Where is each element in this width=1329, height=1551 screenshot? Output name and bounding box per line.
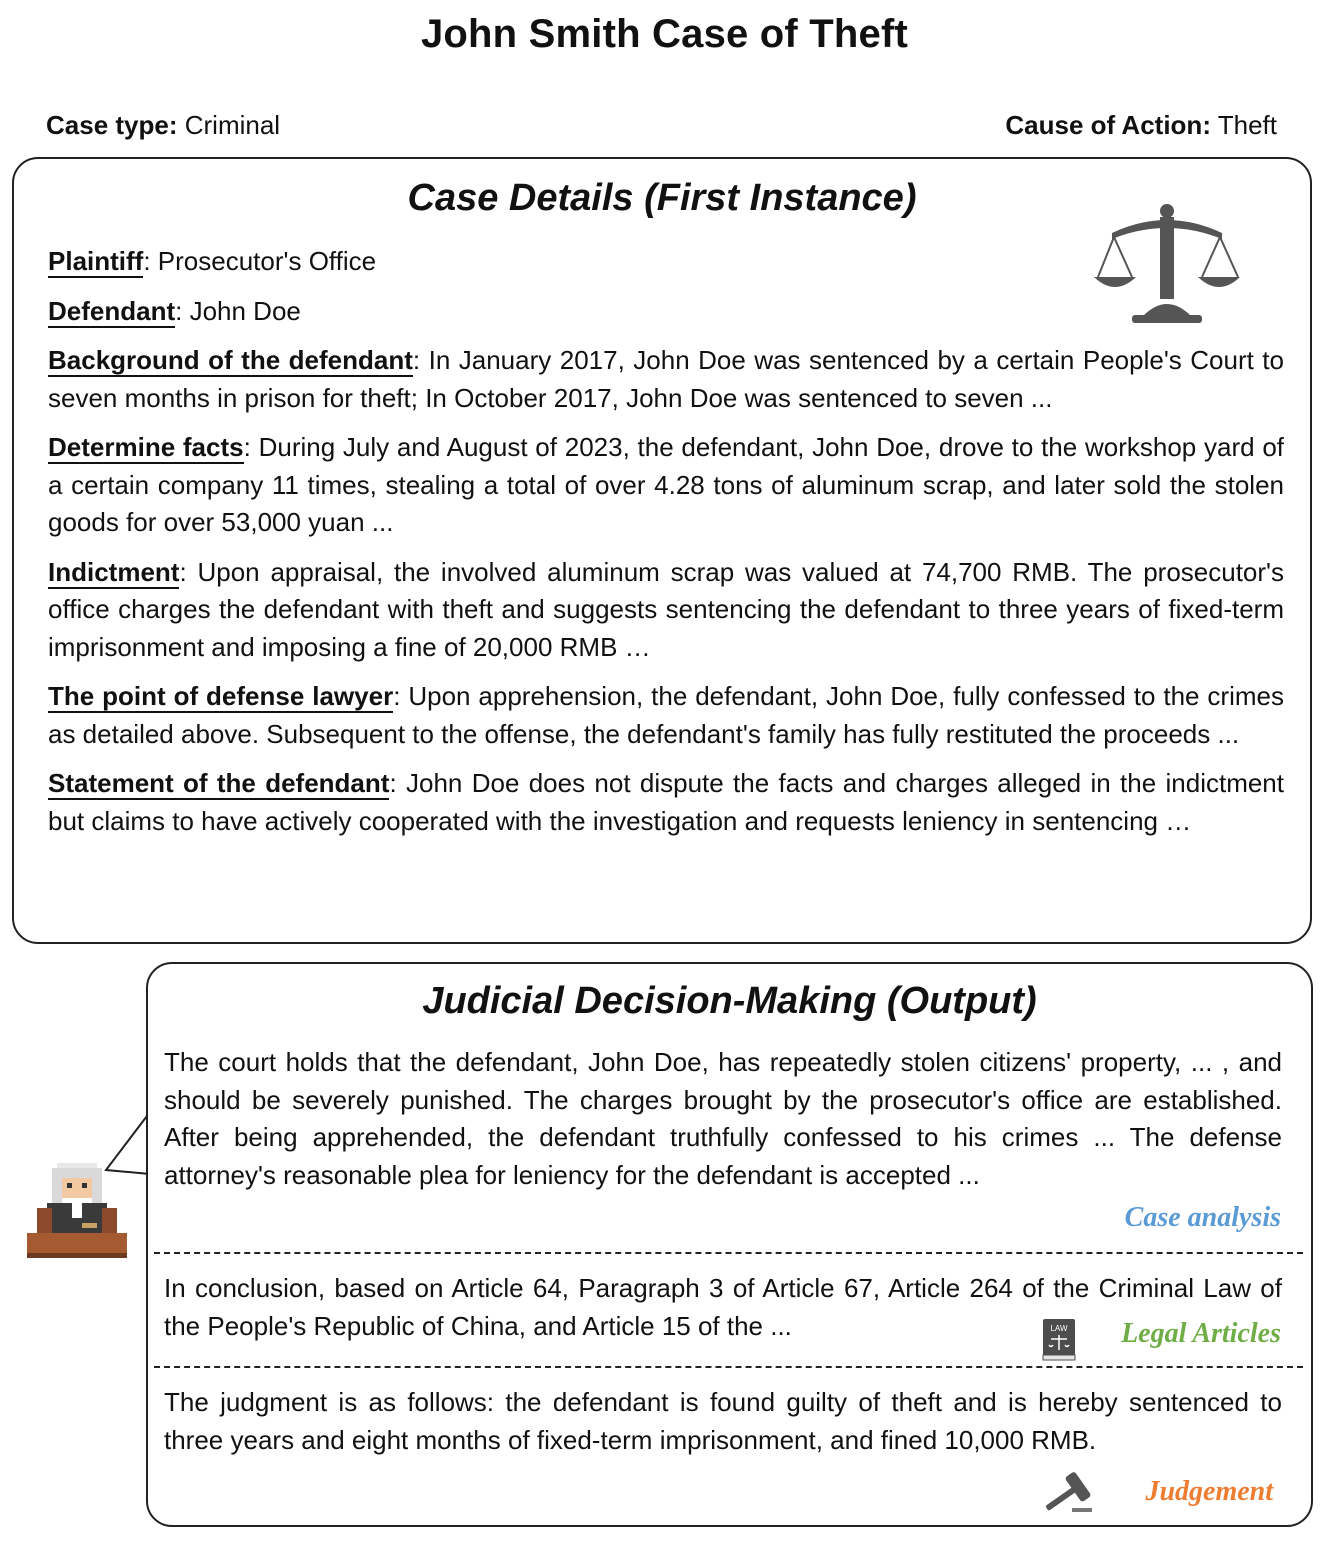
field-text: Upon apprehension, the defendant, John Doe, fully confessed to the crimes as detailed above. Subsequent to the offense, the defendant's family has fully restituted the proceeds ... [48,681,1284,749]
field-label: Background of the defendant [48,345,413,375]
field-determine-facts: Determine facts: During July and August of 2023, the defendant, John Doe, drove to the workshop yard of a certain company 11 times, stealing a total of over 4.28 tons of aluminum scrap, and later sold the stolen goods for over 53,000 yuan ... [48,432,1285,537]
case-analysis-text: The court holds that the defendant, John Doe, has repeatedly stolen citizens' property, ... , and should be severely punished. The charges brought by the prosecutor's office are established. After being apprehended, the defendant truthfully confessed to his crimes ... The defense attorney's reasonable plea for leniency for the defendant is accepted ... [164,1047,1282,1190]
field-defendant: Defendant: John Doe [48,295,301,326]
judgement-text: The judgment is as follows: the defendant is found guilty of theft and is hereby sentenced to three years and eight months of fixed-term imprisonment, and fined 10,000 RMB. [164,1387,1282,1455]
law-book-icon [1040,1317,1080,1363]
legal-articles-tag: Legal Articles [1121,1318,1281,1349]
field-text: During July and August of 2023, the defendant, John Doe, drove to the workshop yard of a certain company 11 times, stealing a total of over 4.28 tons of aluminum scrap, and later sold the stolen goods for over 53,000 yuan ... [48,432,1285,537]
case-type-value: Criminal [184,110,281,140]
judicial-decision-panel [146,962,1313,1527]
field-defendant-statement: Statement of the defendant: John Doe does not dispute the facts and charges alleged in the indictment but claims to have actively cooperated with the investigation and requests leniency in sentencing … [48,768,1284,836]
field-label: The point of defense lawyer [48,681,394,711]
field-label: Determine facts [48,432,244,462]
gavel-icon [1038,1472,1094,1516]
field-label: Statement of the defendant [48,768,390,798]
case-fields [48,243,1284,852]
field-background: Background of the defendant: In January 2017, John Doe was sentenced by a certain People's Court to seven months in prison for theft; In October 2017, John Doe was sentenced to seven ... [48,345,1284,413]
case-details-panel [12,157,1312,944]
cause-of-action-label: Cause of Action: [1005,110,1211,140]
field-text: In January 2017, John Doe was sentenced by a certain People's Court to seven months in prison for theft; In October 2017, John Doe was sentenced to seven ... [48,345,1284,413]
cause-of-action [1005,110,1277,141]
case-type [46,110,280,141]
field-label: Indictment [48,556,180,587]
divider [154,1252,1303,1254]
field-text: Prosecutor's Office [157,246,377,276]
field-text: John Doe [189,295,301,326]
divider [154,1366,1303,1368]
law-book-label: LAW [1050,1324,1068,1333]
field-indictment: Indictment: Upon appraisal, the involved aluminum scrap was valued at 74,700 RMB. The prosecutor's office charges the defendant with theft and suggests sentencing the defendant to three years of fixed-term imprisonment and imposing a fine of 20,000 RMB … [48,556,1285,662]
case-analysis-tag: Case analysis [1124,1202,1281,1233]
case-type-label: Case type: [46,110,178,140]
page-title: John Smith Case of Theft [420,12,909,56]
judgement-tag: Judgement [1145,1476,1273,1507]
field-defense-lawyer: The point of defense lawyer: Upon apprehension, the defendant, John Doe, fully confessed to the crimes as detailed above. Subsequent to the offense, the defendant's family has fully restituted the proceeds ... [48,681,1284,749]
field-label: Plaintiff [48,246,144,276]
field-text: Upon appraisal, the involved aluminum scrap was valued at 74,700 RMB. The prosecutor's office charges the defendant with theft and suggests sentencing the defendant to three years of fixed-term imprisonment and imposing a fine of 20,000 RMB … [48,556,1285,662]
case-details-heading: Case Details (First Instance) [407,177,917,219]
cause-of-action-value: Theft [1217,110,1277,140]
field-plaintiff: Plaintiff: Prosecutor's Office [48,246,377,276]
field-text: John Doe does not dispute the facts and charges alleged in the indictment but claims to have actively cooperated with the investigation and requests leniency in sentencing … [48,768,1284,836]
judge-icon [22,1158,132,1268]
field-label: Defendant [48,295,176,326]
decision-heading: Judicial Decision-Making (Output) [422,980,1037,1022]
legal-articles-text: In conclusion, based on Article 64, Paragraph 3 of Article 67, Article 264 of the Criminal Law of the People's Republic of China, and Article 15 of the ... [164,1273,1282,1341]
